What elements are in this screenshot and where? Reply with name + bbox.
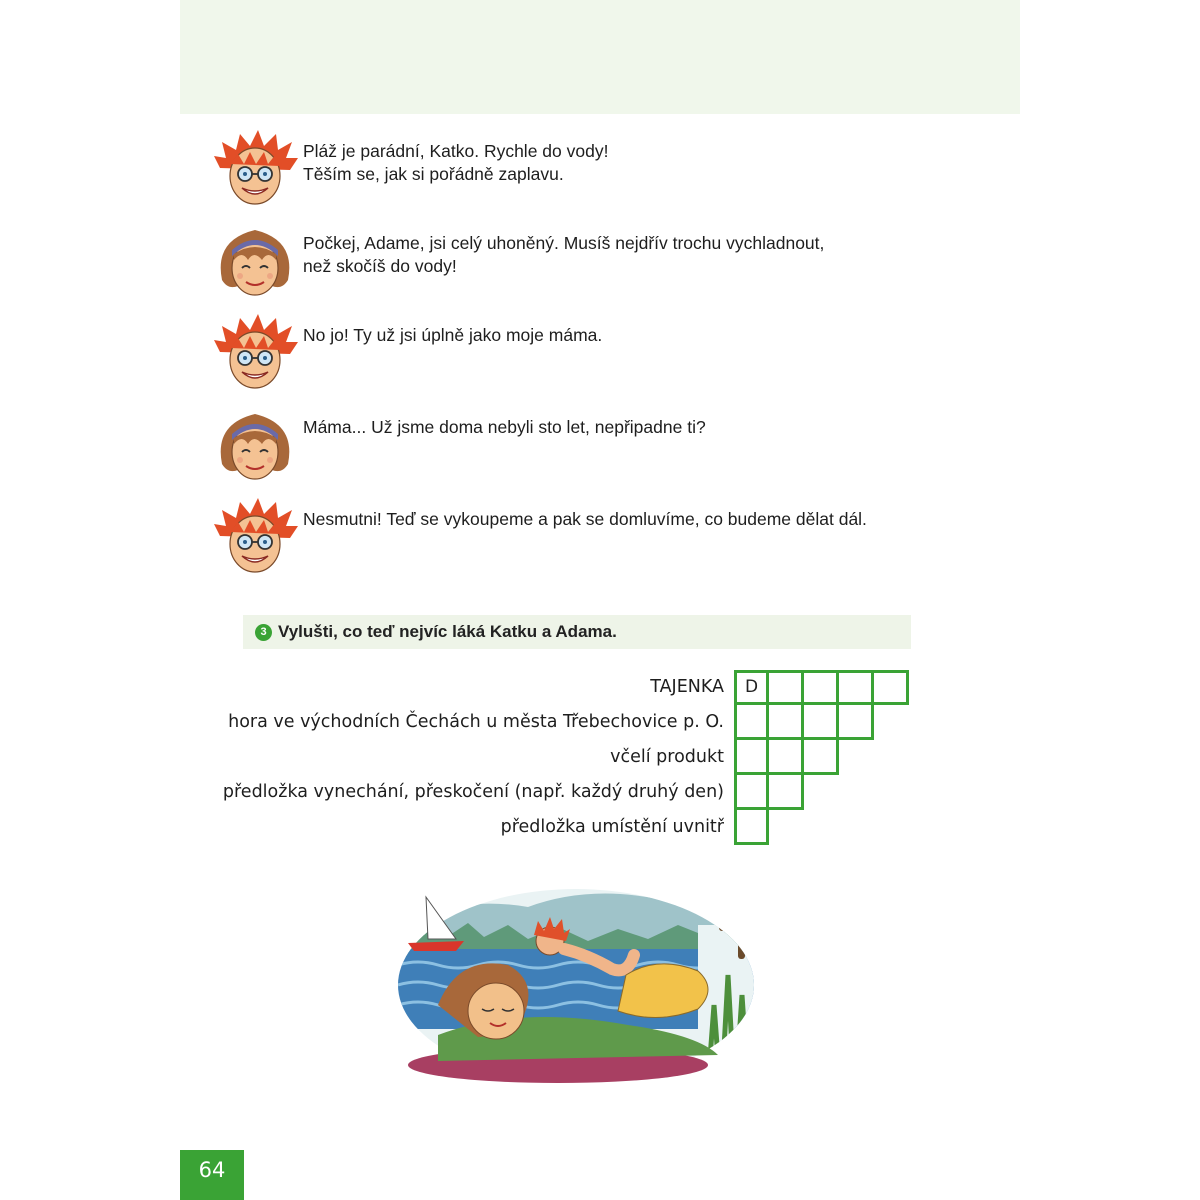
beach-illustration xyxy=(398,885,756,1085)
page-number: 64 xyxy=(198,1158,226,1182)
dialogue-row-katka xyxy=(212,404,972,484)
katka-avatar xyxy=(212,220,298,300)
dialogue-line: Máma... Už jsme doma nebyli sto let, nepřipadne ti? xyxy=(303,417,706,437)
crossword-cell[interactable] xyxy=(734,775,769,810)
katka-face-icon xyxy=(212,220,298,300)
dialogue-row-adam xyxy=(212,128,972,208)
crossword-cell[interactable] xyxy=(734,810,769,845)
task-number-badge: 3 xyxy=(255,624,272,641)
crossword-title: TAJENKA xyxy=(650,677,724,697)
page-number-box xyxy=(180,1150,244,1200)
crossword-clue: hora ve východních Čechách u města Třebechovice p. O. xyxy=(228,712,724,732)
crossword-cell[interactable] xyxy=(804,670,839,705)
adam-avatar xyxy=(212,312,298,392)
crossword-cell[interactable] xyxy=(769,740,804,775)
crossword-cell[interactable] xyxy=(874,670,909,705)
adam-face-icon xyxy=(212,128,298,208)
crossword-cell[interactable] xyxy=(769,705,804,740)
task-bar xyxy=(243,615,911,649)
katka-face-icon xyxy=(212,404,298,484)
header-band xyxy=(180,0,1020,114)
katka-avatar xyxy=(212,404,298,484)
dialogue-row-adam xyxy=(212,312,972,392)
crossword-cell[interactable] xyxy=(839,705,874,740)
crossword-cell[interactable] xyxy=(804,740,839,775)
adam-avatar xyxy=(212,128,298,208)
crossword-cell[interactable] xyxy=(769,670,804,705)
crossword-cell[interactable] xyxy=(734,740,769,775)
dialogue-line: No jo! Ty už jsi úplně jako moje máma. xyxy=(303,325,603,345)
crossword-cell[interactable] xyxy=(839,670,874,705)
crossword-clue: předložka umístění uvnitř xyxy=(500,817,724,837)
crossword-clue: předložka vynechání, přeskočení (např. každý druhý den) xyxy=(222,782,724,802)
dialogue-line: Nesmutni! Teď se vykoupeme a pak se domluvíme, co budeme dělat dál. xyxy=(303,509,867,529)
crossword-cell[interactable] xyxy=(769,775,804,810)
task-instruction: Vylušti, co teď nejvíc láká Katku a Adama. xyxy=(278,622,617,641)
swimming-children-image xyxy=(398,885,756,1085)
dialogue-line: Počkej, Adame, jsi celý uhoněný. Musíš nejdřív trochu vychladnout, xyxy=(303,233,825,253)
dialogue-row-katka xyxy=(212,220,972,300)
dialogue-line: Těším se, jak si pořádně zaplavu. xyxy=(303,164,564,184)
adam-avatar xyxy=(212,496,298,576)
dialogue-line: než skočíš do vody! xyxy=(303,256,457,276)
crossword-cell[interactable] xyxy=(734,705,769,740)
adam-face-icon xyxy=(212,496,298,576)
dialogue-row-adam xyxy=(212,496,972,576)
dialogue-line: Pláž je parádní, Katko. Rychle do vody! xyxy=(303,141,609,161)
crossword-clue: včelí produkt xyxy=(610,747,724,767)
crossword-cell[interactable] xyxy=(804,705,839,740)
crossword-cell[interactable]: D xyxy=(734,670,769,705)
adam-face-icon xyxy=(212,312,298,392)
